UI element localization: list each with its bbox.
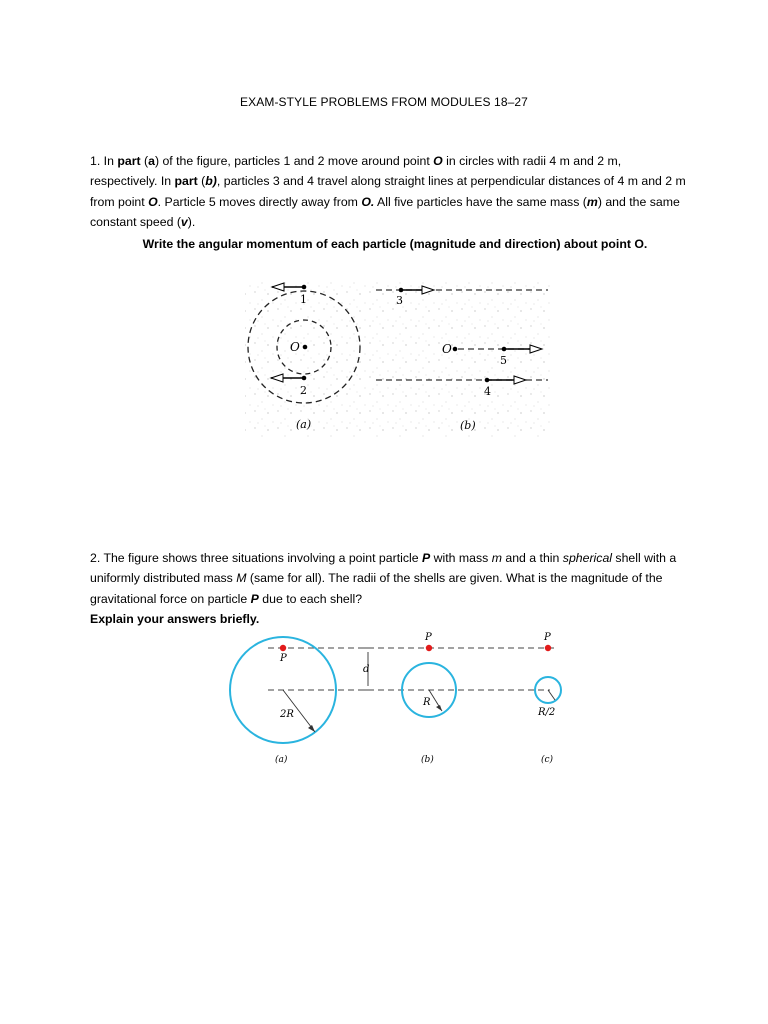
radius-c-line xyxy=(548,690,555,700)
radius-a-label: 2R xyxy=(280,709,294,720)
point-o-b-label: O xyxy=(442,342,452,356)
q1-text: part xyxy=(117,154,141,168)
particle-p-a xyxy=(280,645,286,651)
particle-3-label: 3 xyxy=(396,294,403,307)
q1-text: ) and the same constant speed ( xyxy=(90,194,680,229)
particle-1-label: 1 xyxy=(300,293,307,306)
particle-2-label: 2 xyxy=(300,384,307,397)
q2-text: m xyxy=(491,551,502,565)
question-1-instruction: Write the angular momentum of each particle (magnitude and direction) about point O. xyxy=(142,237,648,251)
particle-5-label: 5 xyxy=(500,354,507,367)
q1-text: All five particles have the same mass ( xyxy=(374,194,587,209)
q1-text: 1. In xyxy=(90,154,118,168)
q1-text: O xyxy=(148,194,158,209)
q1-text: in circles with radii 4 m and 2 m, respectively. In xyxy=(90,154,622,189)
q2-text: M xyxy=(236,571,247,586)
radius-b-arrowhead xyxy=(436,705,442,711)
q2-text: P xyxy=(421,551,431,565)
particle-4-label: 4 xyxy=(484,385,491,398)
q1-text: b) xyxy=(205,174,217,189)
particle-p-c xyxy=(545,645,551,651)
q1-text: O xyxy=(433,154,443,168)
figure-1-caption-a: (a) xyxy=(296,418,312,431)
particle-p-b-label: P xyxy=(425,632,432,643)
d-label: d xyxy=(363,664,370,675)
figure-2-caption-a: (a) xyxy=(275,755,288,765)
q2-text: spherical xyxy=(562,551,613,565)
q1-text: part xyxy=(174,174,198,189)
q2-text: P xyxy=(250,591,259,606)
q1-text: , particles 3 and 4 travel along straight lines at perpendicular distances of 4 m and 2 m from point xyxy=(90,174,686,209)
q2-text: due to each shell? xyxy=(258,591,363,606)
figure-2-caption-b: (b) xyxy=(421,755,434,765)
q1-text: ( xyxy=(197,174,206,189)
radius-c-label: R/2 xyxy=(538,707,556,718)
point-o-a-label: O xyxy=(290,340,300,354)
q1-text: v xyxy=(180,214,188,229)
figure-1-caption-b: (b) xyxy=(460,419,476,432)
q1-text: . Particle 5 moves directly away from xyxy=(157,194,362,209)
radius-b-label: R xyxy=(423,697,431,708)
q2-text: and a thin xyxy=(501,551,563,565)
q1-text: ( xyxy=(140,154,149,168)
q2-text: 2. The figure shows three situations involving a point particle xyxy=(90,551,422,565)
page-title: EXAM-STYLE PROBLEMS FROM MODULES 18–27 xyxy=(240,95,528,109)
particle-p-b xyxy=(426,645,432,651)
q1-text: ). xyxy=(187,214,196,229)
q1-text: O. xyxy=(361,194,375,209)
particle-p-c-label: P xyxy=(544,632,551,643)
figure-2-caption-c: (c) xyxy=(541,755,554,765)
radius-a-arrowhead xyxy=(308,725,315,732)
q2-text: with mass xyxy=(430,551,492,565)
q2-text: shell with a uniformly distributed mass xyxy=(90,551,677,586)
question-2-explain: Explain your answers briefly. xyxy=(90,611,260,626)
q1-text: m xyxy=(586,194,598,209)
q1-text: ) of the figure, particles 1 and 2 move around point xyxy=(154,154,434,168)
particle-p-a-label: P xyxy=(280,653,287,664)
q2-text: (same for all). The radii of the shells are given. What is the magnitude of the gravitational force on particle xyxy=(90,571,663,606)
q1-text: a xyxy=(148,154,155,168)
